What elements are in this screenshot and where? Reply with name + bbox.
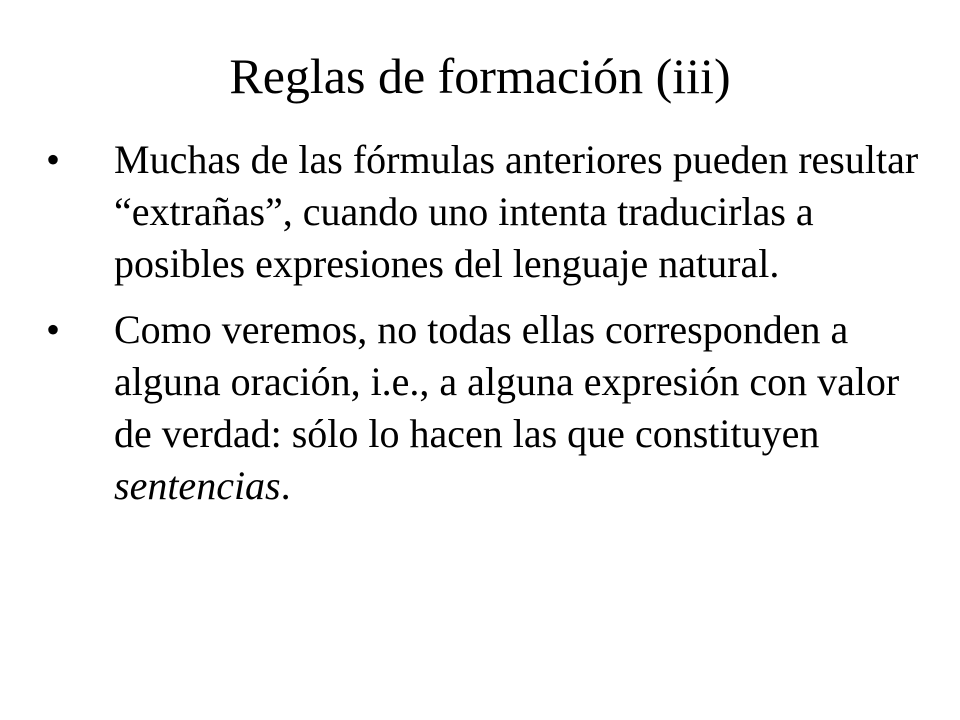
bullet-list: [0, 134, 960, 512]
bullet-text-2-emphasis: sentencias: [114, 463, 281, 508]
bullet-text-2-end: .: [280, 463, 291, 508]
bullet-dot-icon: •: [46, 137, 61, 182]
bullet-item-1: [0, 134, 960, 290]
bullet-item-2: [0, 304, 960, 512]
slide-title: Reglas de formación (iii): [229, 48, 731, 104]
bullet-text-2-main: Como veremos, no todas ellas corresponden a alguna oración, i.e., a alguna expresión con valor de verdad: sólo lo hacen las que constituyen: [114, 307, 900, 456]
bullet-dot-icon: •: [46, 307, 61, 352]
bullet-text-1: Muchas de las fórmulas anteriores pueden resultar “extrañas”, cuando uno intenta traducirlas a posibles expresiones del lenguaje natural.: [114, 137, 919, 286]
bullet-text-2: [114, 307, 899, 508]
